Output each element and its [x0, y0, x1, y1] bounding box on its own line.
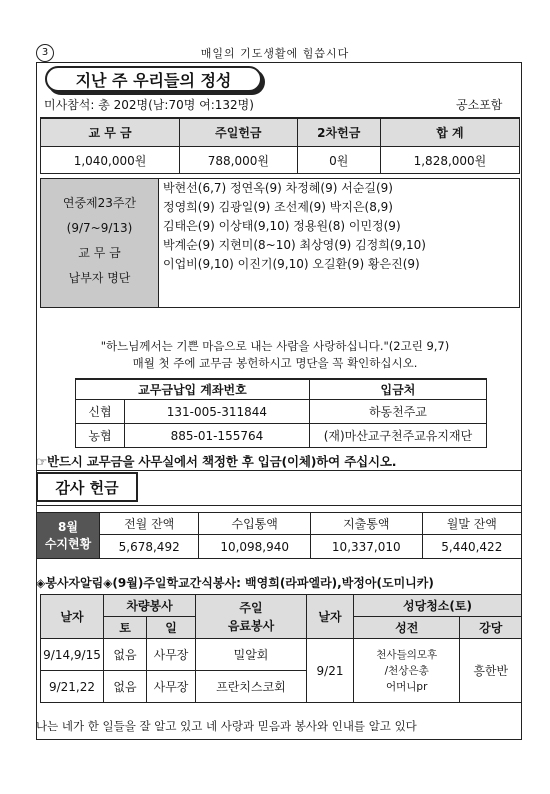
- vol-header-date: 날자: [41, 595, 104, 639]
- offering-title: 지난 주 우리들의 정성: [45, 66, 262, 92]
- account-number: 131-005-311844: [125, 400, 310, 424]
- donor-list: [163, 179, 426, 274]
- clean-sanctuary-line: 어머니pr: [386, 680, 428, 693]
- account-bank: 농협: [76, 424, 125, 448]
- monthly-label: [37, 513, 100, 559]
- donor-line: 박계순(9) 지현미(8~10) 최상영(9) 김정희(9,10): [163, 238, 426, 252]
- offering-value: 0원: [297, 147, 380, 174]
- quote-line: 매월 첫 주에 교무금 봉헌하시고 명단을 꼭 확인하십시오.: [132, 356, 418, 370]
- vol-date: 9/14,9/15: [41, 639, 104, 671]
- clean-hall: 흥한반: [460, 639, 522, 703]
- page-header: 매일의 기도생활에 힘씁시다: [200, 47, 350, 60]
- monthly-header: 지출통액: [310, 513, 422, 535]
- vol-header-drink: [196, 595, 307, 639]
- account-payee: (재)마산교구천주교유지재단: [309, 424, 486, 448]
- offering-value: 1,040,000원: [41, 147, 180, 174]
- donor-label-line: (9/7~9/13): [66, 221, 133, 235]
- monthly-value: 10,098,940: [199, 535, 311, 559]
- monthly-finance-table: [36, 512, 522, 559]
- account-payee: 하동천주교: [309, 400, 486, 424]
- vol-header-drink-line: 주일: [239, 600, 263, 615]
- vol-sat: 없음: [104, 639, 147, 671]
- vol-header-sun: 일: [147, 617, 196, 639]
- donor-line: 김태은(9) 이상태(9,10) 정용원(8) 이민정(9): [163, 219, 401, 233]
- donor-label-line: 연중제23주간: [62, 196, 137, 210]
- clean-sanctuary-line: 천사들의모후: [376, 648, 438, 661]
- donor-label: [41, 179, 159, 307]
- clean-sanctuary-line: /천상은총: [384, 664, 429, 677]
- monthly-value: 5,678,492: [100, 535, 199, 559]
- vol-drink: 프란치스코회: [196, 671, 307, 703]
- monthly-label-text: 수지현황: [44, 536, 92, 551]
- vol-header-clean: 성당청소(토): [354, 595, 522, 617]
- account-table: [75, 378, 487, 448]
- account-header: 교무금납입 계좌번호: [76, 379, 310, 400]
- monthly-header: 전월 잔액: [100, 513, 199, 535]
- monthly-value: 10,337,010: [310, 535, 422, 559]
- monthly-value: 5,440,422: [422, 535, 521, 559]
- vol-header-date2: 날자: [307, 595, 354, 639]
- account-bank: 신협: [76, 400, 125, 424]
- attendance-note: 공소포함: [456, 98, 503, 112]
- offering-table: [40, 117, 520, 174]
- quote-line: "하느님께서는 기쁜 마음으로 내는 사람을 사랑하십니다."(2고린 9,7): [100, 339, 450, 353]
- account-header: 입금처: [309, 379, 486, 400]
- vol-sat: 없음: [104, 671, 147, 703]
- scripture-quote: [0, 338, 550, 372]
- offering-header: 주일헌금: [180, 118, 297, 147]
- vol-header-sanctuary: 성전: [354, 617, 460, 639]
- attendance-text: 미사참석: 총 202명(남:70명 여:132명): [44, 98, 254, 112]
- donor-label-line: 교 무 금: [78, 246, 121, 260]
- volunteer-title: ◈봉사자알림◈(9월)주일학교간식봉사: 백영희(라파엘라),박정아(도미니카): [36, 576, 434, 590]
- offering-value: 1,828,000원: [380, 147, 519, 174]
- donor-section: [40, 178, 520, 308]
- donor-line: 이업비(9,10) 이진기(9,10) 오길환(9) 황은진(9): [163, 257, 420, 271]
- clean-sanctuary: [354, 639, 460, 703]
- page-number: 3: [36, 44, 54, 62]
- vol-sun: 사무장: [147, 639, 196, 671]
- thanks-offering-title: 감사 헌금: [36, 472, 138, 502]
- vol-drink: 밀알회: [196, 639, 307, 671]
- vol-sun: 사무장: [147, 671, 196, 703]
- donor-line: 박현선(6,7) 정연옥(9) 차정혜(9) 서순길(9): [163, 181, 393, 195]
- volunteer-table: [40, 594, 522, 703]
- payment-notice: ☞반드시 교무금을 사무실에서 책정한 후 입금(이체)하여 주십시오.: [36, 454, 397, 469]
- footer-scripture: 나는 네가 한 일들을 잘 알고 있고 네 사랑과 믿음과 봉사와 인내를 알고 있다: [36, 719, 417, 733]
- monthly-header: 수입통액: [199, 513, 311, 535]
- vol-header-hall: 강당: [460, 617, 522, 639]
- donor-line: 정영희(9) 김광일(9) 조선제(9) 박지은(8,9): [163, 200, 393, 214]
- clean-date: 9/21: [307, 639, 354, 703]
- monthly-month: 8월: [58, 519, 78, 534]
- account-number: 885-01-155764: [125, 424, 310, 448]
- offering-header: 합 계: [380, 118, 519, 147]
- vol-date: 9/21,22: [41, 671, 104, 703]
- vol-header-drink-line: 음료봉사: [227, 618, 275, 633]
- offering-value: 788,000원: [180, 147, 297, 174]
- vol-header-sat: 토: [104, 617, 147, 639]
- donor-label-line: 납부자 명단: [68, 271, 131, 285]
- monthly-header: 월말 잔액: [422, 513, 521, 535]
- offering-header: 교 무 금: [41, 118, 180, 147]
- offering-header: 2차헌금: [297, 118, 380, 147]
- vol-header-vehicle: 차량봉사: [104, 595, 196, 617]
